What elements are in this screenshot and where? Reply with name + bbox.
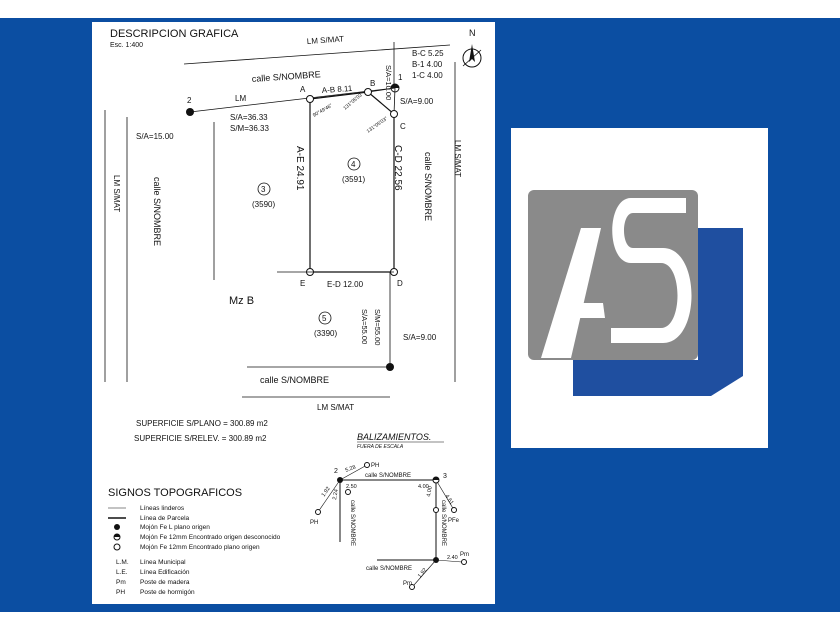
- point-e-label: E: [300, 279, 306, 288]
- parcel-5-code: (3390): [314, 329, 338, 338]
- bal-d4: 2.24: [332, 488, 340, 501]
- superficie-relev: SUPERFICIE S/RELEV. = 300.89 m2: [134, 434, 267, 443]
- point-2: [186, 108, 194, 116]
- bal-point-2: 2: [334, 468, 338, 475]
- parcel-3-code: (3590): [252, 200, 276, 209]
- angle-b-measure: 131°05'03": [342, 91, 365, 112]
- point-b-label: B: [370, 79, 376, 88]
- mz-label: Mz B: [229, 295, 255, 307]
- asj-logo-card: [511, 128, 768, 448]
- legend-item-2: Línea de Parcela: [140, 515, 190, 522]
- bal-pfe: PFe: [448, 518, 460, 524]
- bal-d2: 1.92: [320, 485, 332, 499]
- parcel-4-number: 4: [351, 160, 356, 169]
- north-arrow-icon: [463, 44, 481, 67]
- abbr-1-val: Línea Municipal: [140, 559, 186, 566]
- abbr-3-val: Poste de madera: [140, 579, 190, 586]
- bal-d8: 2.40: [447, 555, 458, 561]
- point-a: [307, 96, 314, 103]
- left-calle-vertical: calle S/NOMBRE: [152, 177, 162, 247]
- balizamientos-subtitle: FUERA DE ESCALA: [357, 444, 404, 450]
- sa-left-measure: S/A=15.00: [136, 132, 174, 141]
- ab-measure: A-B 8.11: [321, 83, 353, 95]
- plan-title: DESCRIPCION GRAFICA: [110, 28, 239, 40]
- north-label: N: [469, 28, 476, 38]
- right-calle-vertical: calle S/NOMBRE: [423, 152, 433, 222]
- abbr-3-key: Pm: [116, 579, 126, 586]
- sa-right-measure: S/A=9.00: [400, 97, 434, 106]
- asj-logo-icon: [511, 128, 768, 448]
- sm55-measure: S/M=55.00: [373, 309, 382, 346]
- ae-measure: A-E 24.91: [294, 146, 305, 191]
- abbr-2-val: Línea Edificación: [140, 569, 190, 576]
- lm-top-line: [184, 45, 450, 64]
- legend-title: SIGNOS TOPOGRAFICOS: [108, 487, 243, 499]
- lm-top-label: LM S/MAT: [306, 34, 345, 46]
- legend-item-1: Líneas linderos: [140, 505, 185, 512]
- bal-d7: 4.00: [426, 485, 434, 498]
- bal-calle-top: calle S/NOMBRE: [365, 473, 412, 479]
- bal-pm-bottom: Pm: [403, 581, 412, 587]
- calle-top-label: calle S/NOMBRE: [251, 69, 322, 84]
- parcel-3-number: 3: [261, 185, 266, 194]
- sa-top-measure: S/A=10.00: [384, 65, 393, 101]
- cd-measure: C-D 22.56: [392, 145, 403, 191]
- bal-d1: 5.28: [344, 464, 357, 474]
- c1-measure: 1-C 4.00: [412, 71, 443, 80]
- lm-label: LM: [235, 94, 247, 103]
- abbr-4-key: PH: [116, 589, 126, 596]
- point-c-label: C: [400, 122, 406, 131]
- ed-measure: E-D 12.00: [327, 280, 364, 289]
- sa55-measure: S/A=55.00: [360, 309, 369, 345]
- bal-d5: 4.00: [418, 484, 429, 490]
- survey-plan-svg: [92, 22, 495, 604]
- bal-d3: 2.50: [346, 484, 357, 490]
- parcel-4-code: (3591): [342, 175, 366, 184]
- bal-calle-right: calle S/NOMBRE: [440, 500, 446, 547]
- abbr-4-val: Poste de hormigón: [140, 589, 195, 596]
- bal-point-3: 3: [443, 473, 447, 480]
- abbr-2-key: L.E.: [116, 569, 128, 576]
- bal-calle-bottom: calle S/NOMBRE: [366, 566, 413, 572]
- point-2-label: 2: [187, 96, 192, 105]
- bal-d6: 4.61: [443, 493, 455, 506]
- legend-symbols: [108, 508, 126, 550]
- point-c: [391, 111, 398, 118]
- bc-measure: B-C 5.25: [412, 49, 444, 58]
- sm-left-top-measure: S/M=36.33: [230, 124, 269, 133]
- point-d-label: D: [397, 279, 403, 288]
- b1-measure: B-1 4.00: [412, 60, 443, 69]
- angle-c-measure: 131°05'03": [365, 115, 389, 135]
- bottom-lm-label: LM S/MAT: [317, 403, 355, 412]
- left-lm-vertical: LM S/MAT: [112, 175, 121, 213]
- point-a-label: A: [300, 85, 306, 94]
- parcel-5-number: 5: [322, 314, 327, 323]
- bal-pm-right: Pm: [460, 552, 469, 558]
- plan-scale: Esc. 1:400: [110, 42, 144, 49]
- balizamientos-title: BALIZAMIENTOS.: [357, 432, 432, 442]
- legend-item-5: Mojón Fe 12mm Encontrado plano origen: [140, 544, 260, 551]
- legend-item-4: Mojón Fe 12mm Encontrado origen desconocido: [140, 534, 281, 541]
- point-1-label: 1: [398, 73, 403, 82]
- point-b: [365, 89, 372, 96]
- survey-plan-document: [92, 22, 495, 604]
- angle-a-measure: 90°49'46": [312, 102, 334, 119]
- sa-left-top-measure: S/A=36.33: [230, 113, 268, 122]
- bal-ph-top: PH: [371, 463, 380, 469]
- right-lm-vertical: LM S/MAT: [453, 140, 462, 178]
- sa-bottom-right-measure: S/A=9.00: [403, 333, 437, 342]
- bal-calle-left: calle S/NOMBRE: [349, 500, 355, 547]
- abbr-1-key: L.M.: [116, 559, 129, 566]
- bal-ph-left: PH: [310, 520, 319, 526]
- calle-bottom-label: calle S/NOMBRE: [260, 375, 330, 385]
- bal-d9: 1.92: [416, 567, 429, 580]
- legend-item-3: Mojón Fe L plano origen: [140, 524, 210, 531]
- superficie-plano: SUPERFICIE S/PLANO = 300.89 m2: [136, 419, 268, 428]
